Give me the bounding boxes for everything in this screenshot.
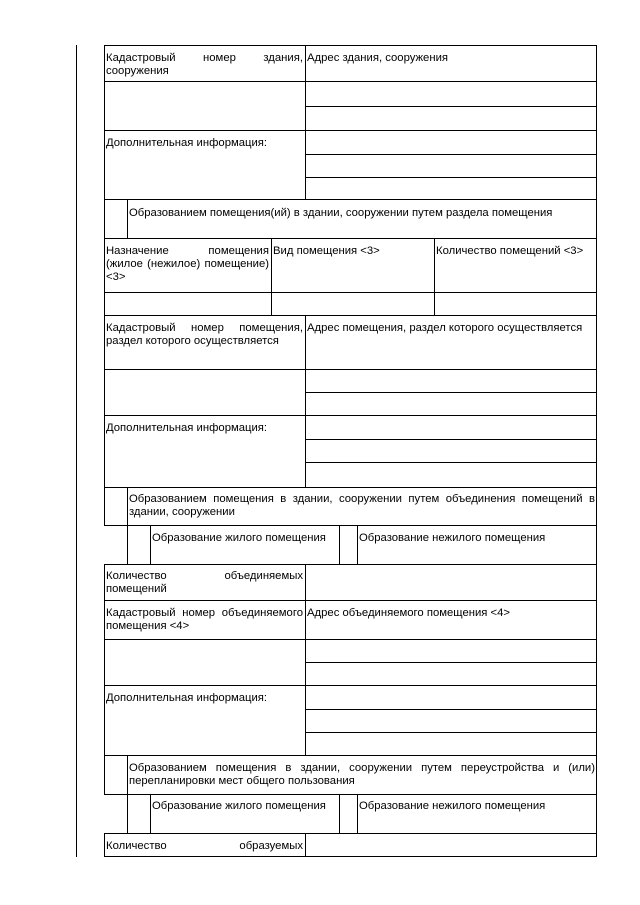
label-cadastral-building: Кадастровый номер здания, сооружения [106,52,303,77]
label-merge-option: Образованием помещения в здании, сооружении путем объединения помещений в здании, сооружении [129,493,595,518]
label-additional-info-merge: Дополнительная информация: [106,692,268,704]
label-rebuild-count: Количество образуемых [106,840,303,852]
checkbox-merge-residential[interactable] [150,525,151,565]
header-count: Количество помещений <3> [436,245,584,257]
label-merge-count: Количество объединяемых помещений [106,570,303,595]
label-merge-residential: Образование жилого помещения [152,532,326,544]
header-type: Вид помещения <3> [273,245,380,257]
label-cadastral-room: Кадастровый номер помещения, раздел которого осуществляется [106,322,303,347]
label-split-option: Образованием помещения(ий) в здании, сооружении путем раздела помещения [129,207,553,219]
label-merge-address: Адрес объединяемого помещения <4> [307,607,511,619]
label-additional-info-room: Дополнительная информация: [106,422,268,434]
label-rebuild-nonresidential: Образование нежилого помещения [359,800,546,812]
header-purpose: Назначение помещения (жилое (нежилое) помещение) <3> [106,245,269,283]
page-margin-line [76,45,77,857]
checkbox-rebuild-nonresidential[interactable] [339,794,340,834]
label-rebuild-residential: Образование жилого помещения [152,800,326,812]
label-address-building: Адрес здания, сооружения [307,52,449,64]
label-merge-nonresidential: Образование нежилого помещения [359,532,546,544]
row-merge-kind [127,525,597,565]
checkbox-merge-nonresidential[interactable] [339,525,340,565]
label-merge-cadastral: Кадастровый номер объединяемого помещения <4> [106,607,303,632]
label-additional-info: Дополнительная информация: [106,137,268,149]
label-address-room: Адрес помещения, раздел которого осуществляется [307,322,583,334]
label-rebuild-option: Образованием помещения в здании, сооружении путем переустройства и (или) перепланировки мест общего пользования [129,762,595,787]
